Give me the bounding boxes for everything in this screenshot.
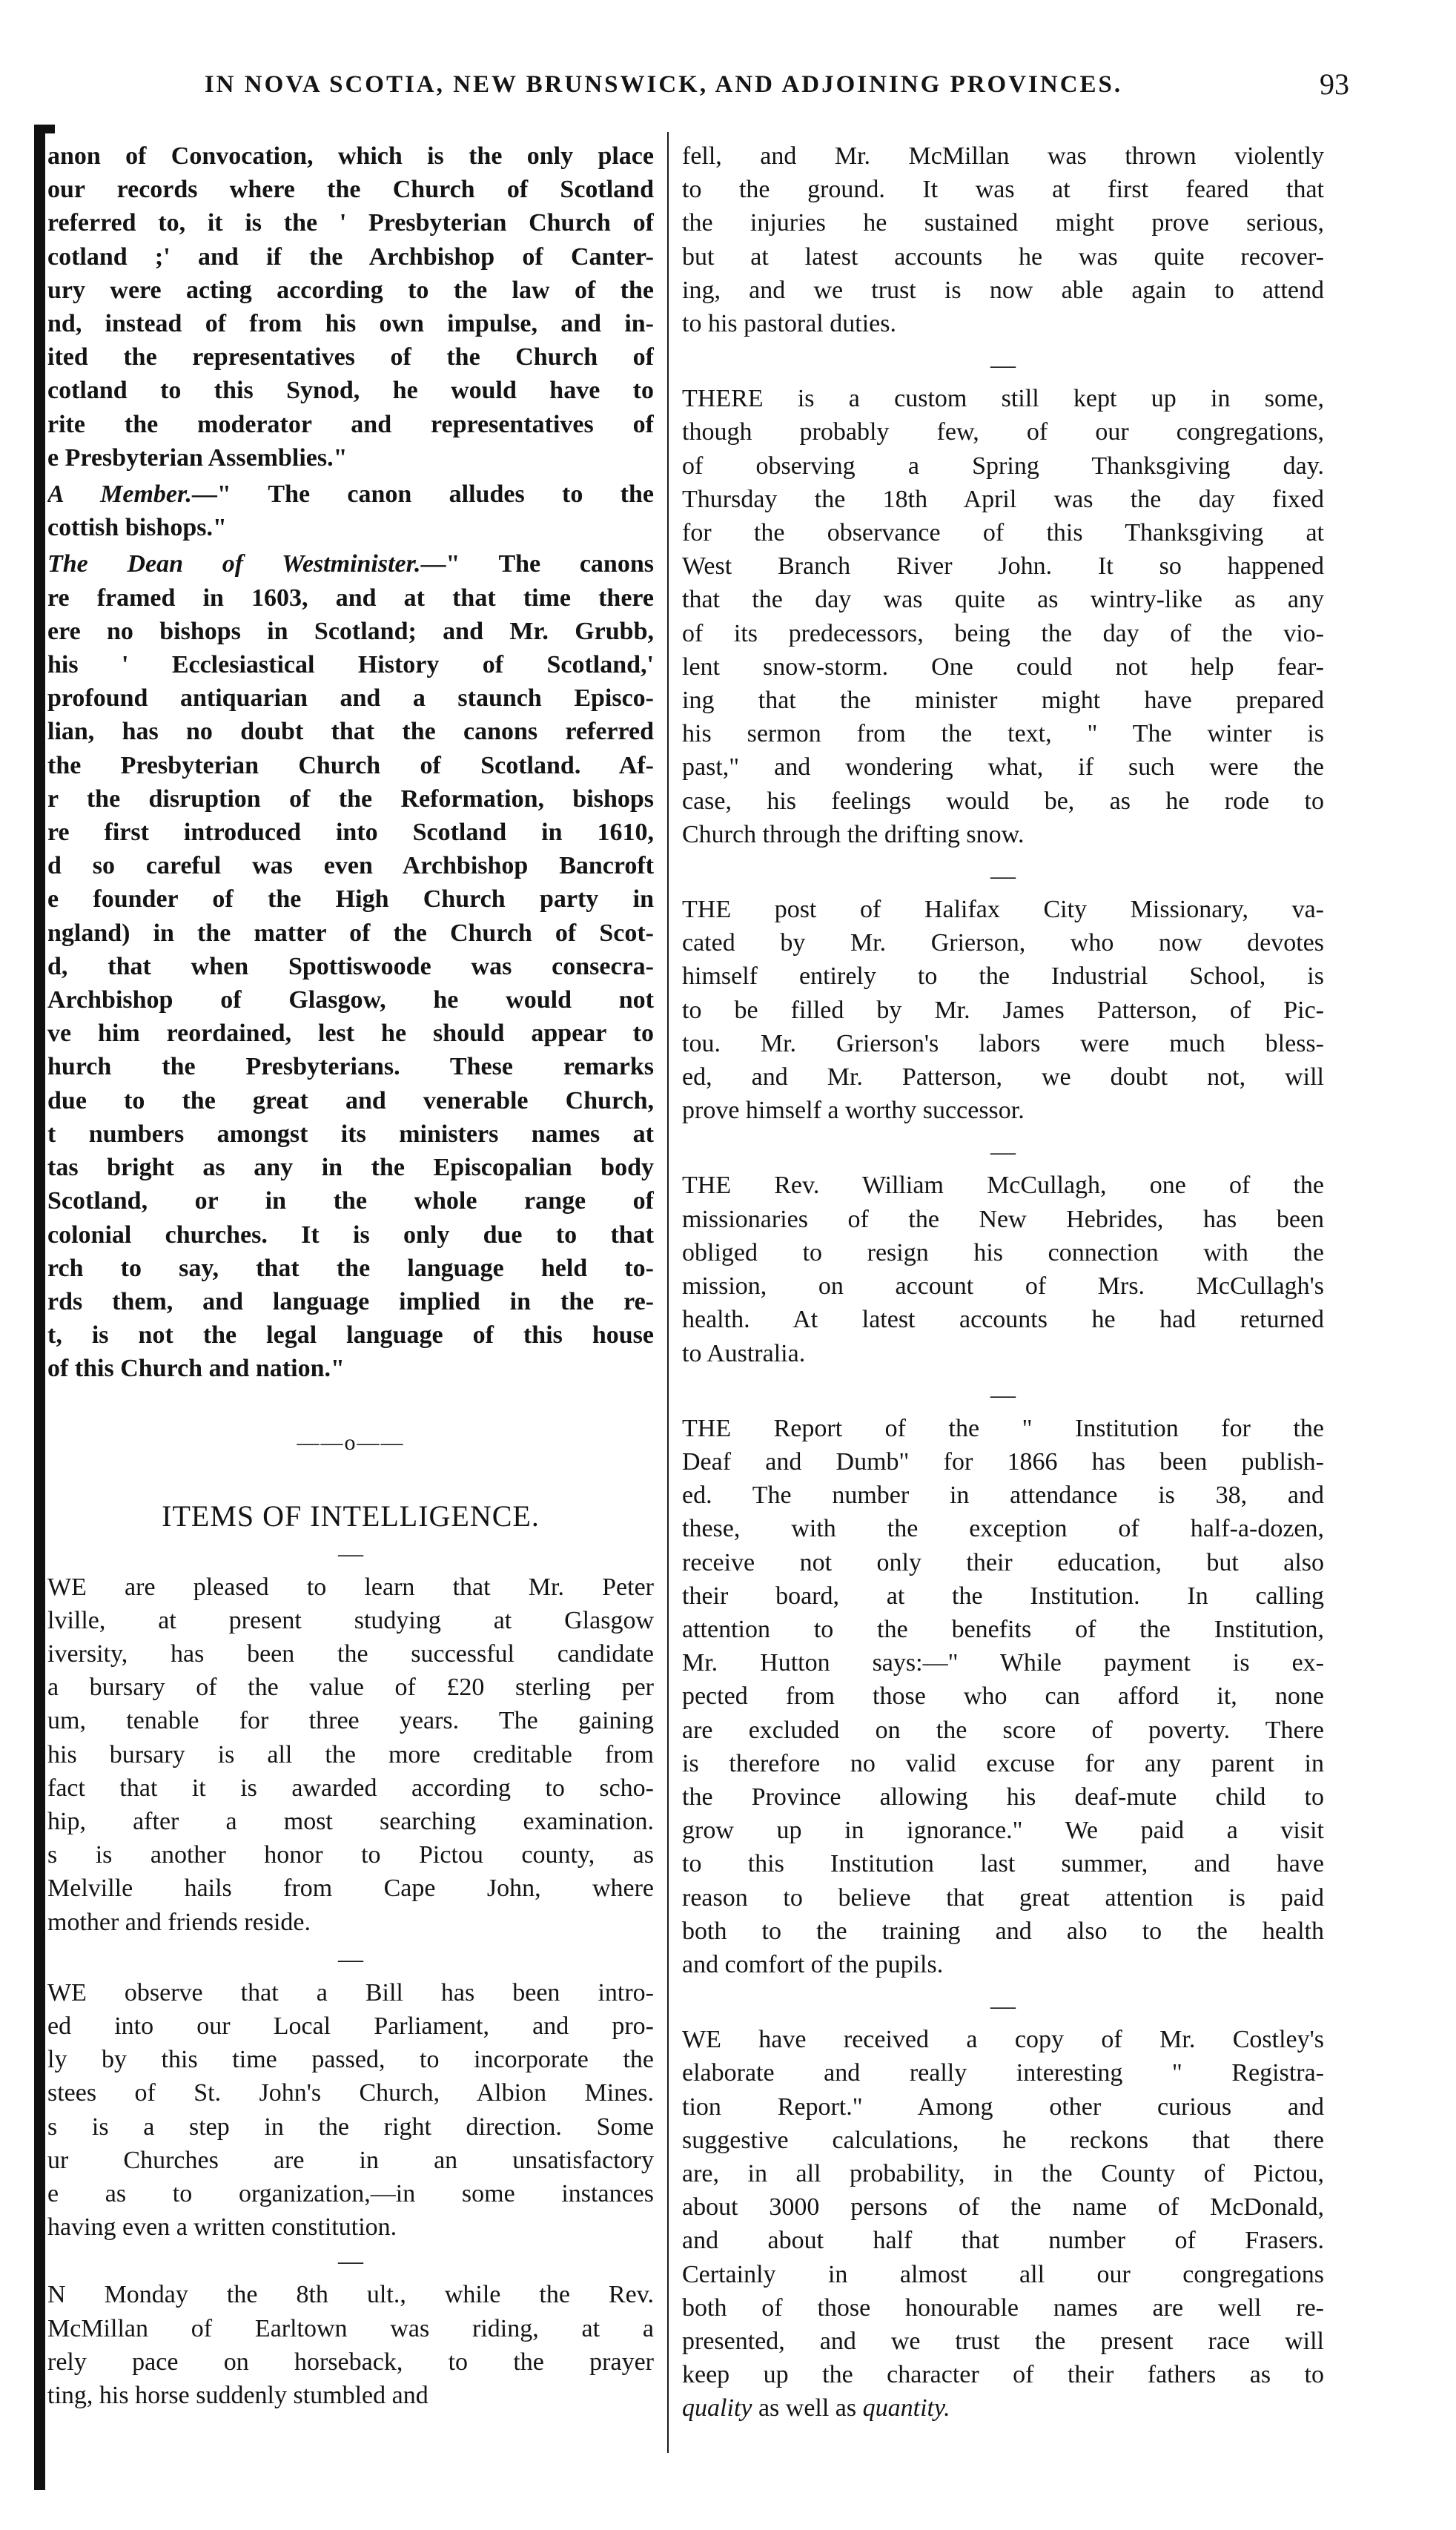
text-line: mission, on account of Mrs. McCullagh's [682,1272,1324,1301]
text-line: receive not only their education, but also [682,1548,1324,1576]
text-line: to the ground. It was at first feared that [682,176,1324,204]
item-separator: — [990,1992,1016,2021]
text-line: cottish bishops." [47,514,227,542]
text-line: presented, and we trust the present race will [682,2327,1324,2355]
text-line: THE Report of the " Institution for the [682,1414,1324,1442]
text-line: re first introduced into Scotland in 1610, [47,819,654,847]
text-line: a bursary of the value of £20 sterling per [47,1674,654,1702]
text-line: lian, has no doubt that the canons referred [47,718,654,746]
text-line: anon of Convocation, which is the only place [47,142,654,170]
text-line: the Presbyterian Church of Scotland. Af- [47,751,654,779]
text-line: lville, at present studying at Glasgow [47,1606,654,1634]
text-line: hip, after a most searching examination. [47,1807,654,1835]
text-line: tou. Mr. Grierson's labors were much bless- [682,1029,1324,1057]
text-line: Deaf and Dumb" for 1866 has been publish- [682,1447,1324,1476]
text-line: his sermon from the text, " The winter is [682,720,1324,748]
text-line: tas bright as any in the Episcopalian body [47,1154,654,1182]
word-as-well-as: as well as [752,2394,863,2422]
text-line: cotland to this Synod, he would have to [47,377,654,405]
text-line: and about half that number of Frasers. [682,2227,1324,2255]
text-line: these, with the exception of half-a-dozen, [682,1515,1324,1543]
text-line: A Member.—" The canon alludes to the [47,480,654,509]
text-line: referred to, it is the ' Presbyterian Church of [47,209,654,237]
news-item-deaf-institution [682,1412,1324,1981]
dean-remark [47,547,654,1385]
text-line: case, his feelings would be, as he rode to [682,787,1324,815]
text-line: d so careful was even Archbishop Bancroft [47,852,654,880]
text-line: and comfort of the pupils. [682,1950,944,1978]
text-line: health. At latest accounts he had returned [682,1306,1324,1334]
speaker-tag: A Member. [47,480,192,509]
text-line: WE are pleased to learn that Mr. Peter [47,1573,654,1601]
text-line: ly by this time passed, to incorporate the [47,2046,654,2074]
text-line: Church through the drifting snow. [682,820,1025,848]
text-line: WE have received a copy of Mr. Costley's [682,2026,1324,2054]
news-item-mcmillan-continued [682,139,1324,340]
text-line: ing, and we trust is now able again to attend [682,276,1324,304]
item-separator: — [990,1381,1016,1409]
text-line: s is a step in the right direction. Some [47,2113,654,2141]
text-line: rds them, and language implied in the re- [47,1287,654,1315]
text-line: though probably few, of our congregations, [682,418,1324,446]
text-line: missionaries of the New Hebrides, has been [682,1205,1324,1233]
news-item-mccullagh [682,1169,1324,1370]
news-item-melville [47,1570,654,1939]
word-quality: quality [682,2394,752,2422]
text-line: cotland ;' and if the Archbishop of Canter- [47,242,654,271]
text-line: of this Church and nation." [47,1355,345,1383]
text-line: e Presbyterian Assemblies." [47,443,348,472]
text-line: d, that when Spottiswoode was consecra- [47,952,654,980]
text-line: stees of St. John's Church, Albion Mines. [47,2079,654,2107]
text-line: reason to believe that great attention is paid [682,1883,1324,1912]
text-line: both to the training and also to the health [682,1917,1324,1945]
text-line: of its predecessors, being the day of the vio- [682,619,1324,647]
text-line: um, tenable for three years. The gaining [47,1707,654,1735]
word-quantity: quantity. [862,2394,950,2422]
text-line: to his pastoral duties. [682,310,896,338]
text-line: himself entirely to the Industrial School, is [682,962,1324,991]
news-item-earltown [47,2278,654,2412]
text-line: colonial churches. It is only due to that [47,1221,654,1249]
text-line: that the day was quite as wintry-like as any [682,586,1324,614]
text-line: obliged to resign his connection with the [682,1238,1324,1266]
item-separator: — [338,2247,363,2276]
text-line: fell, and Mr. McMillan was thrown violently [682,142,1324,170]
text-line: the injuries he sustained might prove serious, [682,209,1324,237]
text-line: past," and wondering what, if such were the [682,753,1324,782]
text-line: are excluded on the score of poverty. There [682,1716,1324,1744]
text-line: rely pace on horseback, to the prayer [47,2348,654,2376]
text-line: Archbishop of Glasgow, he would not [47,986,654,1014]
text-line: to this Institution last summer, and have [682,1850,1324,1878]
text-line: THE post of Halifax City Missionary, va- [682,896,1324,924]
text-line: iversity, has been the successful candidate [47,1639,654,1668]
text-line: fact that it is awarded according to scho- [47,1774,654,1802]
text-line: ited the representatives of the Church of [47,343,654,371]
text-line: about 3000 persons of the name of McDonald, [682,2193,1324,2222]
news-item-registration-report [682,2023,1324,2391]
text-line: elaborate and really interesting " Registra- [682,2059,1324,2087]
text-line: grow up in ignorance." We paid a visit [682,1817,1324,1845]
text-line: but at latest accounts he was quite recover- [682,242,1324,271]
text-line: Thursday the 18th April was the day fixed [682,485,1324,513]
text-line: due to the great and venerable Church, [47,1086,654,1114]
speaker-tag: The Dean of Westminister. [47,550,421,578]
text-line: rite the moderator and representatives of [47,410,654,438]
column-rule [667,132,669,2453]
text-line: N Monday the 8th ult., while the Rev. [47,2281,654,2309]
text-line: Certainly in almost all our congregations [682,2260,1324,2288]
item-separator: — [338,1539,363,1568]
text-line: both of those honourable names are well re- [682,2293,1324,2322]
text-line: cated by Mr. Grierson, who now devotes [682,929,1324,957]
text-line: mother and friends reside. [47,1908,311,1936]
text-line: WE observe that a Bill has been intro- [47,1978,654,2007]
text-line: McMillan of Earltown was riding, at a [47,2314,654,2342]
text-line: his ' Ecclesiastical History of Scotland,' [47,651,654,679]
text-line: his bursary is all the more creditable from [47,1740,654,1768]
section-heading: ITEMS OF INTELLIGENCE. [162,1499,540,1533]
registration-final-line [682,2391,1324,2425]
news-item-thanksgiving [682,382,1324,851]
text-line: t numbers amongst its ministers names at [47,1120,654,1148]
item-separator: — [338,1945,363,1973]
convocation-paragraph [47,139,654,475]
news-item-city-missionary [682,893,1324,1127]
text-line: for the observance of this Thanksgiving at [682,519,1324,547]
item-separator: — [990,1138,1016,1166]
text-line: pected from those who can afford it, none [682,1682,1324,1711]
text-line: are, in all probability, in the County of Pictou, [682,2159,1324,2187]
text-line: ed into our Local Parliament, and pro- [47,2012,654,2040]
text-line: e as to organization,—in some instances [47,2179,654,2207]
text-line: The Dean of Westminister.—" The canons [47,550,654,578]
text-line: our records where the Church of Scotland [47,176,654,204]
text-line: is therefore no valid excuse for any parent in [682,1749,1324,1777]
text-line: Scotland, or in the whole range of [47,1187,654,1215]
text-line: ury were acting according to the law of the [47,276,654,304]
binding-edge-shadow [34,125,45,2490]
section-divider: ——o—— [297,1430,405,1455]
text-line: ing that the minister might have prepared [682,687,1324,715]
binding-edge-cap [34,125,55,133]
text-line: ed. The number in attendance is 38, and [682,1482,1324,1510]
text-line: ere no bishops in Scotland; and Mr. Grubb, [47,617,654,645]
text-line: s is another honor to Pictou county, as [47,1841,654,1869]
news-item-albion-mines [47,1976,654,2245]
text-line: rch to say, that the language held to- [47,1254,654,1282]
text-line: ve him reordained, lest he should appear to [47,1020,654,1048]
text-line: to be filled by Mr. James Patterson, of Pic- [682,996,1324,1024]
text-line: t, is not the legal language of this house [47,1321,654,1350]
text-line: their board, at the Institution. In calling [682,1582,1324,1610]
text-line: ed, and Mr. Patterson, we doubt not, will [682,1063,1324,1091]
text-line: hurch the Presbyterians. These remarks [47,1053,654,1081]
text-line: having even a written constitution. [47,2213,397,2242]
left-column [47,139,654,2412]
text-line: profound antiquarian and a staunch Episco- [47,684,654,713]
text-line: ting, his horse suddenly stumbled and [47,2381,428,2409]
text-line: tion Report." Among other curious and [682,2093,1324,2121]
item-separator: — [990,351,1016,380]
text-line: ngland) in the matter of the Church of Scot- [47,919,654,947]
text-line: Melville hails from Cape John, where [47,1875,654,1903]
right-column [682,139,1324,2425]
text-line: prove himself a worthy successor. [682,1097,1025,1125]
text-line: r the disruption of the Reformation, bishops [47,785,654,813]
text-line: suggestive calculations, he reckons that there [682,2126,1324,2154]
page-number: 93 [1320,67,1349,101]
text-line: re framed in 1603, and at that time there [47,584,654,612]
text-line: to Australia. [682,1339,806,1367]
text-line: the Province allowing his deaf-mute child to [682,1783,1324,1811]
text-line: attention to the benefits of the Institution, [682,1615,1324,1643]
text-line: keep up the character of their fathers as to [682,2361,1324,2389]
text-line: West Branch River John. It so happened [682,552,1324,581]
text-line: THERE is a custom still kept up in some, [682,385,1324,413]
item-separator: — [990,862,1016,891]
text-line: Mr. Hutton says:—" While payment is ex- [682,1649,1324,1677]
text-line: e founder of the High Church party in [47,885,654,914]
text-line: lent snow-storm. One could not help fear- [682,653,1324,681]
text-line: THE Rev. William McCullagh, one of the [682,1172,1324,1200]
text-line: nd, instead of from his own impulse, and in- [47,310,654,338]
member-remark [47,478,654,544]
running-head: IN NOVA SCOTIA, NEW BRUNSWICK, AND ADJOINING PROVINCES. [204,71,1123,98]
text-line: of observing a Spring Thanksgiving day. [682,452,1324,480]
text-line: ur Churches are in an unsatisfactory [47,2146,654,2174]
